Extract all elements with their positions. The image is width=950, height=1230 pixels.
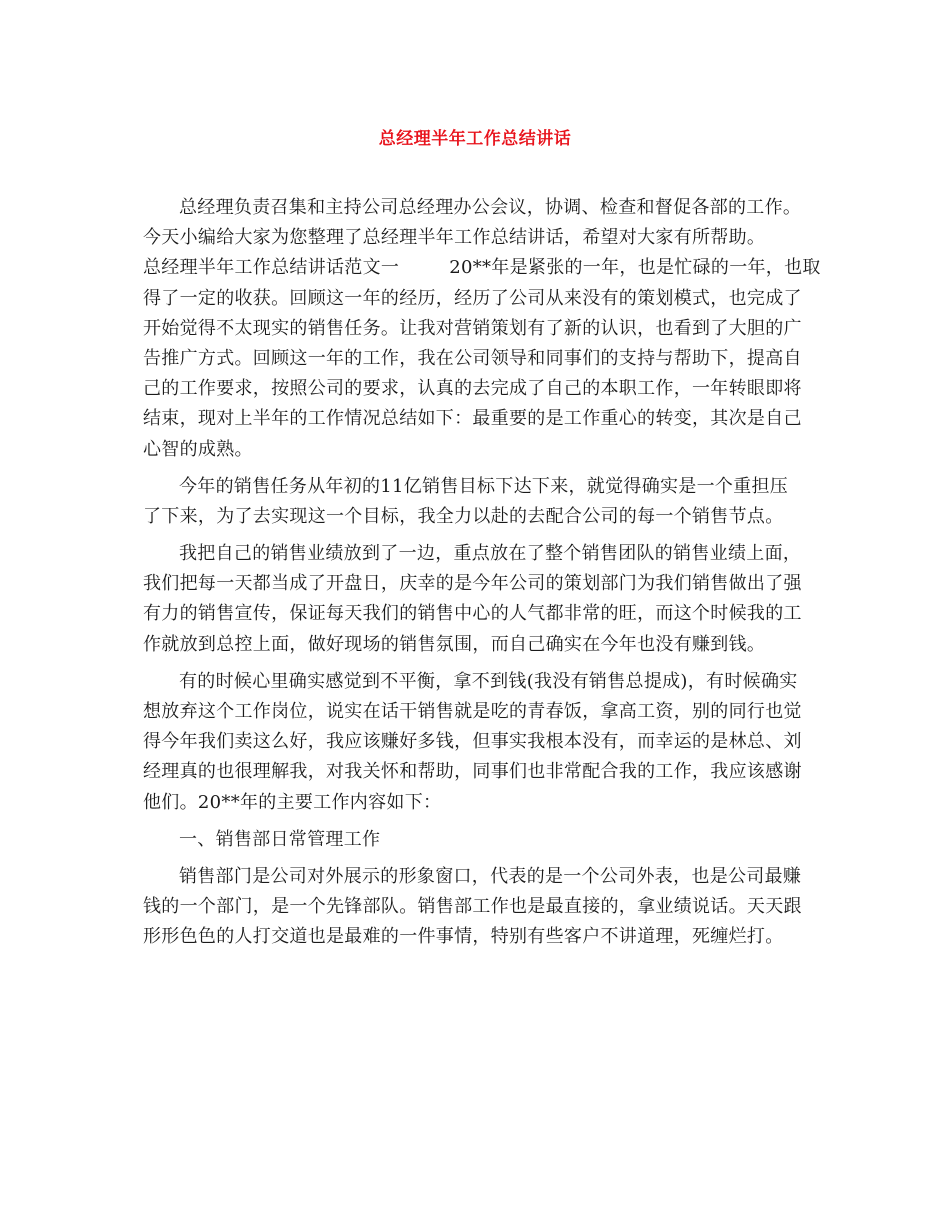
paragraph-line: 有的时候心里确实感觉到不平衡，拿不到钱(我没有销售总提成)，有时候确实 xyxy=(179,670,798,692)
paragraph-line: 想放弃这个工作岗位，说实在话干销售就是吃的青春饭，拿高工资，别的同行也觉 xyxy=(143,701,802,722)
paragraph-line: 心智的成熟。 xyxy=(143,438,253,460)
paragraph-line: 形形色色的人打交道也是最难的一件事情，特别有些客户不讲道理，死缠烂打。 xyxy=(143,926,784,948)
paragraph-line xyxy=(143,253,821,283)
document-title: 总经理半年工作总结讲话 xyxy=(378,129,572,149)
section-heading: 总经理半年工作总结讲话范文一 xyxy=(143,257,400,279)
section-heading: 一、销售部日常管理工作 xyxy=(179,828,381,850)
paragraph-line: 作就放到总控上面，做好现场的销售氛围，而自己确实在今年也没有赚到钱。 xyxy=(143,633,766,655)
paragraph-line: 钱的一个部门，是一个先锋部队。销售部工作也是最直接的，拿业绩说话。天天跟 xyxy=(143,896,802,918)
paragraph-line: 我们把每一天都当成了开盘日，庆幸的是今年公司的策划部门为我们销售做出了强 xyxy=(143,573,802,595)
document-body xyxy=(143,193,821,953)
paragraph-line: 开始觉得不太现实的销售任务。让我对营销策划有了新的认识，也看到了大胆的广 xyxy=(143,317,802,339)
paragraph-line: 得今年我们卖这么好，我应该赚好多钱，但事实我根本没有，而幸运的是林总、刘 xyxy=(143,731,802,753)
paragraph-line: 告推广方式。回顾这一年的工作，我在公司领导和同事们的支持与帮助下，提高自 xyxy=(143,347,802,369)
paragraph-line: 总经理负责召集和主持公司总经理办公会议，协调、检查和督促各部的工作。 xyxy=(179,197,802,218)
paragraph-line: 结束，现对上半年的工作情况总结如下：最重要的是工作重心的转变，其次是自己 xyxy=(143,408,802,430)
paragraph-line: 今天小编给大家为您整理了总经理半年工作总结讲话，希望对大家有所帮助。 xyxy=(143,227,766,249)
paragraph-line: 得了一定的收获。回顾这一年的经历，经历了公司从来没有的策划模式，也完成了 xyxy=(143,287,802,309)
paragraph-line: 我把自己的销售业绩放到了一边，重点放在了整个销售团队的销售业绩上面， xyxy=(179,543,802,565)
paragraph-line: 了下来，为了去实现这一个目标，我全力以赴的去配合公司的每一个销售节点。 xyxy=(143,505,784,527)
paragraph-line: 今年的销售任务从年初的11亿销售目标下达下来，就觉得确实是一个重担压 xyxy=(179,475,789,497)
paragraph-text: 20**年是紧张的一年，也是忙碌的一年，也取 xyxy=(449,257,821,279)
paragraph-line: 他们。20**年的主要工作内容如下： xyxy=(143,791,442,813)
paragraph-line: 有力的销售宣传，保证每天我们的销售中心的人气都非常的旺，而这个时候我的工 xyxy=(143,603,802,625)
paragraph-line: 经理真的也很理解我，对我关怀和帮助，同事们也非常配合我的工作，我应该感谢 xyxy=(143,761,802,783)
paragraph-line: 销售部门是公司对外展示的形象窗口，代表的是一个公司外表，也是公司最赚 xyxy=(179,865,802,887)
paragraph-line: 己的工作要求，按照公司的要求，认真的去完成了自己的本职工作，一年转眼即将 xyxy=(143,378,802,400)
